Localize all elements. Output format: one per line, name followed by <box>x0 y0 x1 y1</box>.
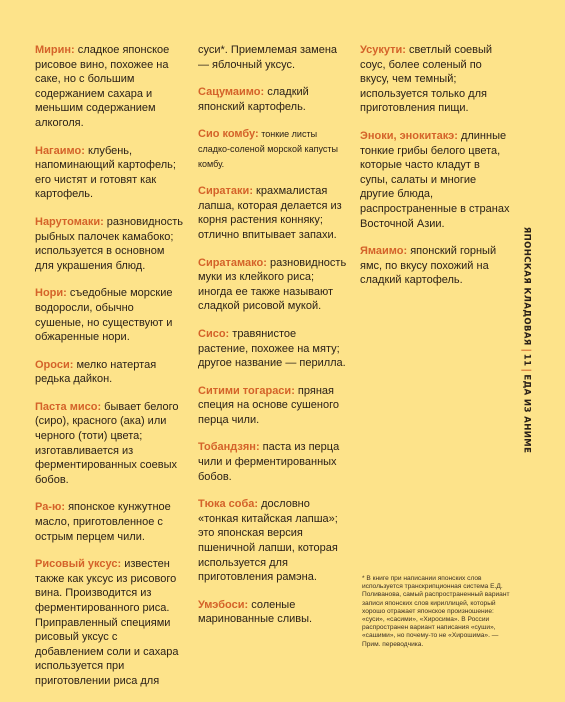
glossary-entry <box>198 85 348 114</box>
glossary-term: Тобандзян: <box>198 441 260 454</box>
glossary-entry <box>198 384 348 428</box>
glossary-entry <box>198 440 348 484</box>
glossary-entry <box>198 43 348 72</box>
glossary-entry <box>198 497 348 585</box>
glossary-definition: крахмалистая лапша, которая делается из корня растения конняку; отлично впитывает запахи. <box>198 185 342 241</box>
glossary-term: Тюка соба: <box>198 498 259 511</box>
glossary-definition: разновидность муки из клейкого риса; иногда ее также называют сладкой рисовой мукой. <box>198 256 347 313</box>
glossary-entry <box>198 256 348 314</box>
glossary-term: Нарутомаки: <box>35 215 104 228</box>
glossary-entry <box>198 184 348 242</box>
glossary-definition: пряная специя на основе сушеного перца чили. <box>198 384 340 426</box>
glossary-term: Нагаимо: <box>35 144 85 157</box>
glossary-term: Сиратаки: <box>198 185 253 198</box>
glossary-definition: сладкое японское рисовое вино, похожее на саке, но с большим содержанием сахара и меньшим содержанием алкоголя. <box>35 44 170 129</box>
glossary-term: Сиратамако: <box>198 256 267 269</box>
glossary-entry <box>360 244 510 288</box>
running-header <box>515 220 537 460</box>
glossary-entry <box>35 358 185 387</box>
glossary-definition: бывает белого (сиро), красного (ака) или черного (тоти) цвета; изготавливается из ферментированных соевых бобов. <box>35 400 179 486</box>
glossary-entry <box>35 557 185 688</box>
glossary-term: Ситими тогараси: <box>198 384 295 397</box>
glossary-definition: соленые маринованные сливы. <box>198 598 313 626</box>
glossary-entry <box>35 500 185 544</box>
glossary-term: Паста мисо: <box>35 400 102 413</box>
glossary-entry <box>198 127 348 171</box>
glossary-entry <box>35 43 185 131</box>
glossary-definition: тонкие листы сладко-соленой морской капусты комбу. <box>198 129 338 169</box>
glossary-definition: суси*. Приемлемая замена — яблочный уксус. <box>198 44 338 71</box>
glossary-term: Нори: <box>35 287 67 300</box>
glossary-definition: паста из перца чили и ферментированных бобов. <box>198 441 340 483</box>
glossary-definition: травянистое растение, похожее на мяту; другое название — перилла. <box>198 327 346 370</box>
glossary-entry <box>360 43 510 116</box>
glossary-definition: японский горный ямс, по вкусу похожий на сладкий картофель. <box>360 245 497 287</box>
glossary-entry <box>35 400 185 488</box>
glossary-definition: японское кунжутное масло, приготовленное с острым перцем чили. <box>35 501 171 543</box>
glossary-definition: мелко натертая редька дайкон. <box>35 358 157 386</box>
glossary-term: Мирин: <box>35 44 75 56</box>
glossary-entry <box>35 286 185 344</box>
glossary-entry <box>35 215 185 273</box>
glossary-term: Сацумаимо: <box>198 86 265 99</box>
glossary-definition: длинные тонкие грибы белого цвета, которые часто кладут в супы, салаты и многие другие блюда, распространенные в странах Восточной Азии. <box>360 129 510 230</box>
running-header-text <box>521 227 531 454</box>
glossary-definition: известен также как уксус из рисового вина. Производится из ферментированного риса. Приправленный специями рисовый уксус с добавлением соли и сахара используется при приготовлении риса для <box>35 558 179 687</box>
glossary-term: Ороси: <box>35 358 74 371</box>
footnote: * В книге при написании японских слов используется транскрипционная система Е.Д. Поливанова, самый распространенный вариант записи японских слов кириллицей, который хорошо отражает японское произношение: «суси», «сасими», «Хиросима». В России распространен вариант написания «суши», «сашими», но почему-то не «Хирошима». — Прим. переводчика. <box>362 575 510 648</box>
glossary-term: Сисо: <box>198 327 230 340</box>
glossary-term: Эноки, энокитакэ: <box>360 129 458 142</box>
glossary-definition: разновидность рыбных палочек камабоко; используется в основном для украшения блюд. <box>35 215 184 272</box>
glossary-term: Умэбоси: <box>198 598 249 611</box>
section-title: ЯПОНСКАЯ КЛАДОВАЯ <box>521 226 532 346</box>
glossary-term: Рисовый уксус: <box>35 558 122 571</box>
glossary-term: Ямаимо: <box>360 245 408 258</box>
glossary-entry <box>198 327 348 371</box>
page-number: 11 <box>521 350 531 371</box>
glossary-term: Усукути: <box>360 44 406 56</box>
column-3 <box>360 43 510 301</box>
glossary-definition: клубень, напоминающий картофель; его чистят и готовят как картофель. <box>35 144 176 201</box>
glossary-definition: дословно «тонкая китайская лапша»; это японская версия пшеничной лапши, которая используется для приготовления рамэна. <box>198 498 338 584</box>
column-2 <box>198 43 348 640</box>
glossary-entry <box>198 598 348 627</box>
glossary-definition: светлый соевый соус, более соленый по вкусу, чем темный; используется только для приготовления пищи. <box>360 44 493 115</box>
book-title: ЕДА ИЗ АНИМЕ <box>521 374 532 454</box>
glossary-entry <box>35 144 185 202</box>
glossary-term: Сио комбу: <box>198 128 259 141</box>
glossary-term: Ра-ю: <box>35 501 66 514</box>
glossary-entry <box>360 129 510 231</box>
glossary-definition: съедобные морские водоросли, обычно сушеные, но существуют и обжаренные нори. <box>35 287 173 344</box>
glossary-definition: сладкий японский картофель. <box>198 86 309 113</box>
column-1 <box>35 43 185 702</box>
